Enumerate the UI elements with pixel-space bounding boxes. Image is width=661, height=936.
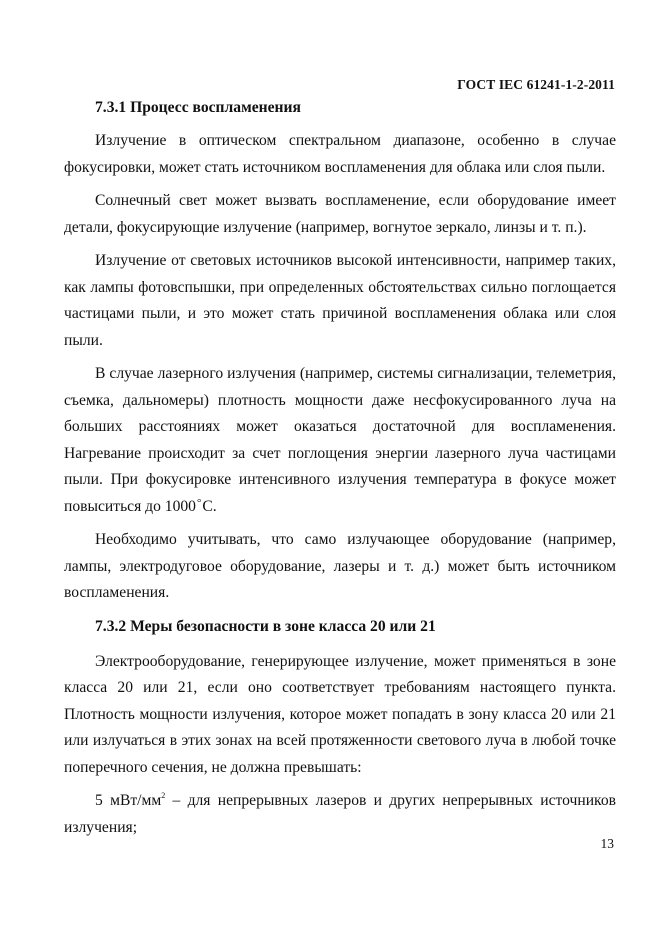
paragraph-power-density-limit bbox=[64, 788, 616, 841]
power-density-exponent: 2 bbox=[161, 791, 166, 800]
paragraph-high-intensity-sources: Излучение от световых источников высокой интенсивности, например таких, как лампы фотовспышки, при определенных обстоятельствах сильно поглощается частицами пыли, и это может стать причиной воспламенения облака или слоя пыли. bbox=[64, 252, 616, 349]
degree-symbol: ° bbox=[196, 496, 202, 509]
power-density-description: – для непрерывных лазеров и других непрерывных источников излучения; bbox=[64, 792, 616, 836]
paragraph-equipment-as-source: Необходимо учитывать, что само излучающее оборудование (например, лампы, электродуговое оборудование, лазеры и т. д.) может быть источником воспламенения. bbox=[64, 531, 616, 601]
document-code-header: ГОСТ IEC 61241-1-2-2011 bbox=[457, 77, 615, 92]
section-heading-7-3-1: 7.3.1 Процесс воспламенения bbox=[95, 99, 301, 116]
laser-paragraph-text: В случае лазерного излучения (например, системы сигнализации, телеметрия, съемка, дальномеры) плотность мощности даже несфокусированного луча на больших расстояниях может оказаться достаточной для воспламенения. Нагревание происходит за счет поглощения энергии лазерного луча частицами пыли. При фокусировке интенсивного излучения температура в фокусе может повыситься до 1000 bbox=[64, 365, 616, 515]
paragraph-sunlight: Солнечный свет может вызвать воспламенение, если оборудование имеет детали, фокусирующие излучение (например, вогнутое зеркало, линзы и т. п.). bbox=[64, 192, 616, 236]
paragraph-radiation-ignition: Излучение в оптическом спектральном диапазоне, особенно в случае фокусировки, может стать источником воспламенения для облака или слоя пыли. bbox=[64, 132, 616, 176]
section-heading-7-3-2: 7.3.2 Меры безопасности в зоне класса 20 или 21 bbox=[95, 617, 436, 635]
page-number: 13 bbox=[600, 836, 614, 851]
page-content bbox=[64, 95, 616, 848]
temperature-unit: С. bbox=[202, 497, 217, 515]
paragraph-laser-radiation bbox=[64, 361, 616, 520]
paragraph-zone-requirements: Электрооборудование, генерирующее излучение, может применяться в зоне класса 20 или 21, если оно соответствует требованиям настоящего пункта. Плотность мощности излучения, которое может попадать в зону класса 20 или 21 или излучаться в этих зонах на всей протяженности светового луча в любой точке поперечного сечения, не должна превышать: bbox=[64, 652, 616, 776]
power-density-value: 5 мВт/мм bbox=[95, 792, 162, 809]
